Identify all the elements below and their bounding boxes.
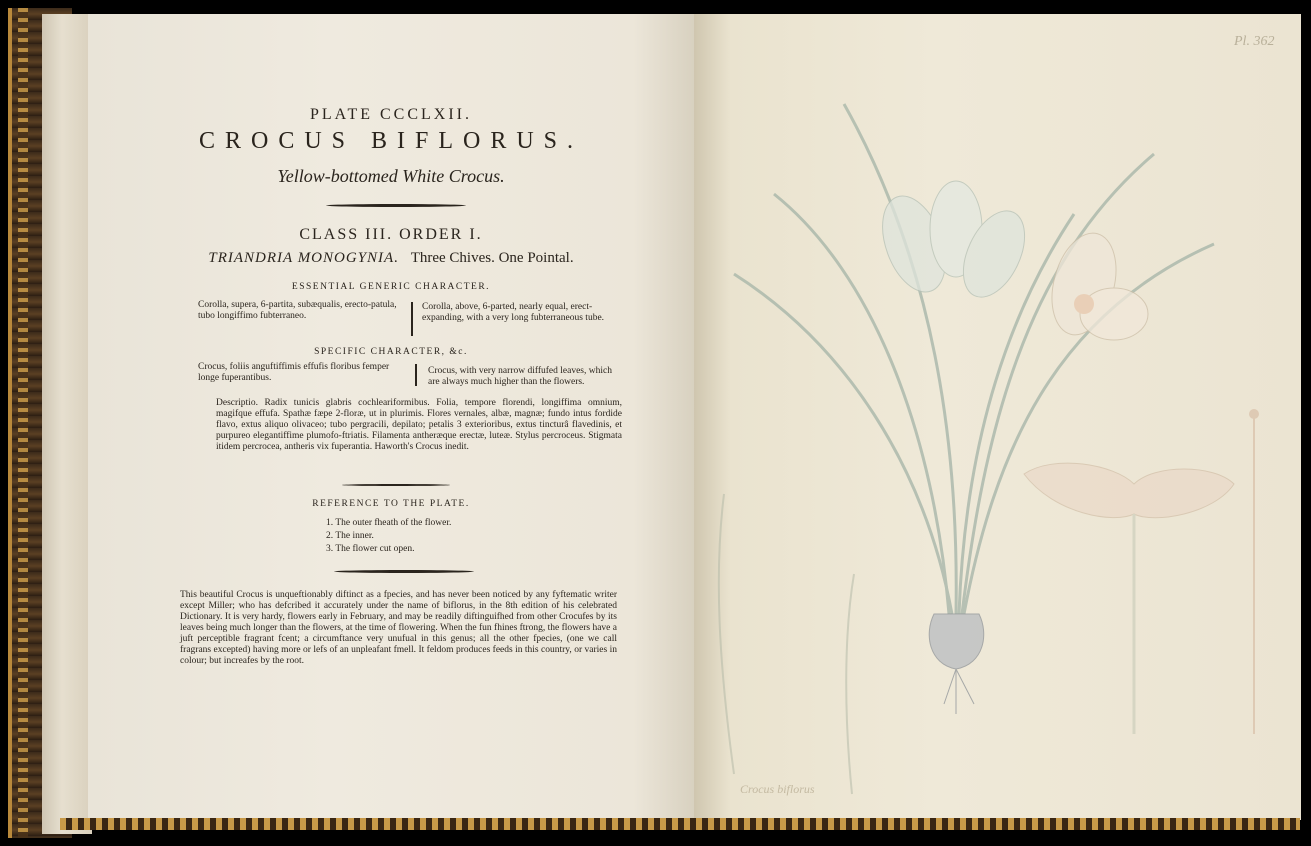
essential-heading: ESSENTIAL GENERIC CHARACTER. [291,282,491,292]
specific-english: Crocus, with very narrow diffufed leaves, which are always much higher than the flowers. [428,366,612,387]
system-english: Three Chives. One Pointal. [410,250,574,266]
crocus-leaves [734,104,1214,614]
class-order: CLASS III. ORDER I. [299,226,483,243]
sheath-drawings [719,494,854,794]
column-divider-2 [415,364,417,386]
ornamental-rule-3 [334,570,474,573]
specific-latin: Crocus, foliis anguftiffimis effufis floribus femper longe fuperantibus. [198,362,390,383]
reference-list [326,517,546,556]
dissected-flower [1024,409,1259,734]
body-paragraph: This beautiful Crocus is unqueftionably diftinct as a fpecies, and has never been noticed by any fyftematic writer except Miller; who has defcribed it accurately under the name of biflorus, in the 8th edition of his celebrated Dictionary. It is very hardy, flowers early in February, and may be readily diftinguifhed from other Crocufes by its leaves being much longer than the flowers, at the time of flowering. When the fun fhines ftrong, the flowers have a juft perceptible fragrant fcent; a circumftance very unufual in this genus; all the other fpecies, (one we call fragrans excepted) having more or lefs of an unpleafant fmell. It feldom produces feeds in this country, or varies in colour; but increafes by the root. [180,590,617,666]
page-title: CROCUS BIFLORUS. [198,128,584,154]
ornamental-rule [326,204,466,207]
book-bottom-edge [60,818,1300,830]
reference-item: 2. The inner. [326,531,374,541]
system-latin: TRIANDRIA MONOGYNIA. [208,250,399,266]
left-page [88,14,694,820]
reference-item: 3. The flower cut open. [326,544,415,554]
crocus-flower [871,181,1148,342]
specific-heading: SPECIFIC CHARACTER, &c. [314,347,468,357]
crocus-bulb [929,614,984,714]
reference-item: 1. The outer fheath of the flower. [326,518,452,528]
latin-description: Descriptio. Radix tunicis glabris cochleariformibus. Folia, tempore florendi, longiffima omnium, magifque effufa. Spathæ fæpe 2-floræ, ut in plurimis. Flores vernales, albæ, magnæ; fundo intus fordide flavo, extus aliquo olivaceo; tubo pergracili, depilato; petalis 3 exterioribus, extus tincturâ flavedinis, et purpureo elegantiffime plumofo-ftriatis. Filamenta antheræque erectæ, luteæ. Stylus percroceus. Stigmata itidem percrocea, antheris vix fuperantia. Haworth's Crocus inedit. [216,398,622,452]
essential-english: Corolla, above, 6-parted, nearly equal, erect-expanding, with a very long fubterraneous tube. [422,302,605,323]
column-divider [411,302,413,336]
classification-line [88,250,694,267]
ornamental-rule-2 [342,484,450,486]
plate-number: PLATE CCCLXII. [310,106,472,123]
reference-heading: REFERENCE TO THE PLATE. [312,499,470,509]
plate-caption: Crocus biflorus [740,782,815,796]
right-page [694,14,1301,820]
page-stack [42,14,92,834]
page-number-mark: Pl. 362 [1234,34,1275,49]
essential-latin: Corolla, supera, 6-partita, subæqualis, erecto-patula, tubo longiffimo fubterraneo. [198,300,397,321]
page-subtitle: Yellow-bottomed White Crocus. [277,166,505,186]
crocus-illustration [694,14,1301,820]
